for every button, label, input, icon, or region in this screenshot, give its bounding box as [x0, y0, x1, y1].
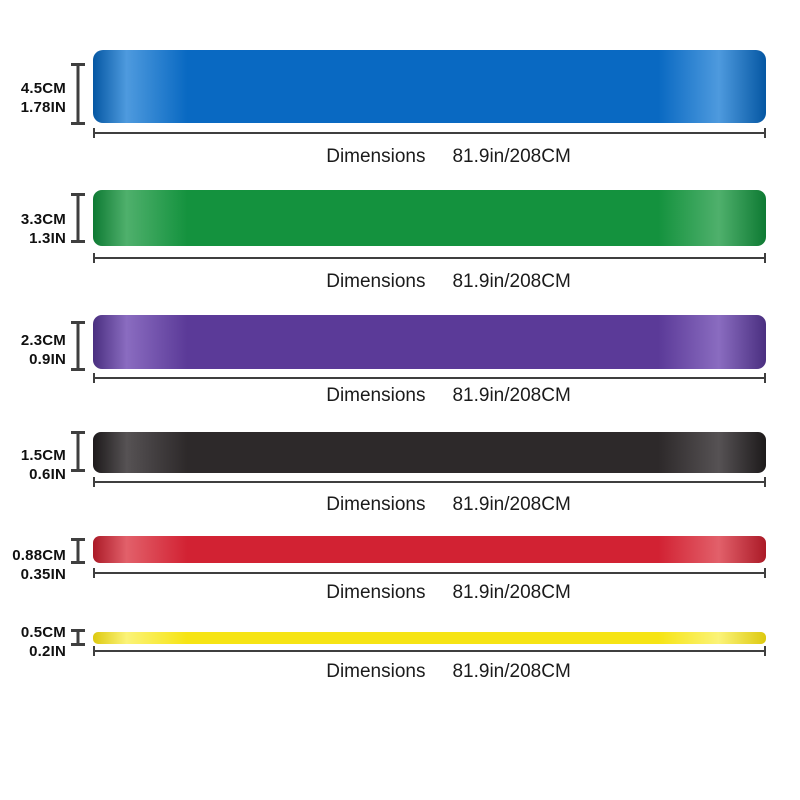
dimensions-label: Dimensions	[326, 385, 426, 406]
dimensions-label: Dimensions	[326, 271, 426, 292]
dimensions-value: 81.9in/208CM	[452, 385, 571, 406]
dimensions-value: 81.9in/208CM	[452, 146, 571, 167]
width-in-label: 0.6IN	[29, 466, 66, 483]
length-dimension-text	[112, 582, 785, 604]
width-cm-label: 4.5CM	[20, 80, 66, 97]
width-cm-label: 2.3CM	[20, 332, 66, 349]
length-dimension-line	[93, 572, 766, 574]
width-label	[0, 546, 66, 584]
length-dimension-line	[93, 481, 766, 483]
width-cm-label: 0.5CM	[20, 624, 66, 641]
width-cm-label: 0.88CM	[12, 547, 66, 564]
dimensions-value: 81.9in/208CM	[452, 661, 571, 682]
width-label	[0, 210, 66, 248]
width-bracket-icon	[71, 63, 85, 125]
band-red	[93, 536, 766, 563]
dimensions-label: Dimensions	[326, 661, 426, 682]
band-black	[93, 432, 766, 473]
width-bracket-icon	[71, 193, 85, 243]
width-in-label: 1.78IN	[20, 99, 66, 116]
dimensions-label: Dimensions	[326, 146, 426, 167]
length-dimension-text	[112, 271, 785, 293]
width-label	[0, 623, 66, 661]
dimensions-label: Dimensions	[326, 582, 426, 603]
width-in-label: 0.2IN	[29, 643, 66, 660]
length-dimension-line	[93, 257, 766, 259]
band-purple	[93, 315, 766, 369]
length-dimension-line	[93, 132, 766, 134]
dimensions-label: Dimensions	[326, 494, 426, 515]
dimensions-value: 81.9in/208CM	[452, 582, 571, 603]
dimensions-value: 81.9in/208CM	[452, 271, 571, 292]
width-bracket-icon	[71, 321, 85, 371]
width-in-label: 0.35IN	[20, 566, 66, 583]
width-cm-label: 1.5CM	[20, 447, 66, 464]
width-cm-label: 3.3CM	[20, 211, 66, 228]
width-in-label: 1.3IN	[29, 230, 66, 247]
length-dimension-text	[112, 385, 785, 407]
width-bracket-icon	[71, 629, 85, 646]
dimensions-value: 81.9in/208CM	[452, 494, 571, 515]
width-bracket-icon	[71, 431, 85, 472]
width-bracket-icon	[71, 538, 85, 564]
width-in-label: 0.9IN	[29, 351, 66, 368]
width-label	[0, 79, 66, 117]
length-dimension-line	[93, 650, 766, 652]
length-dimension-text	[112, 661, 785, 683]
band-yellow	[93, 632, 766, 644]
length-dimension-text	[112, 146, 785, 168]
length-dimension-text	[112, 494, 785, 516]
width-label	[0, 446, 66, 484]
band-green	[93, 190, 766, 246]
band-blue	[93, 50, 766, 123]
length-dimension-line	[93, 377, 766, 379]
width-label	[0, 331, 66, 369]
